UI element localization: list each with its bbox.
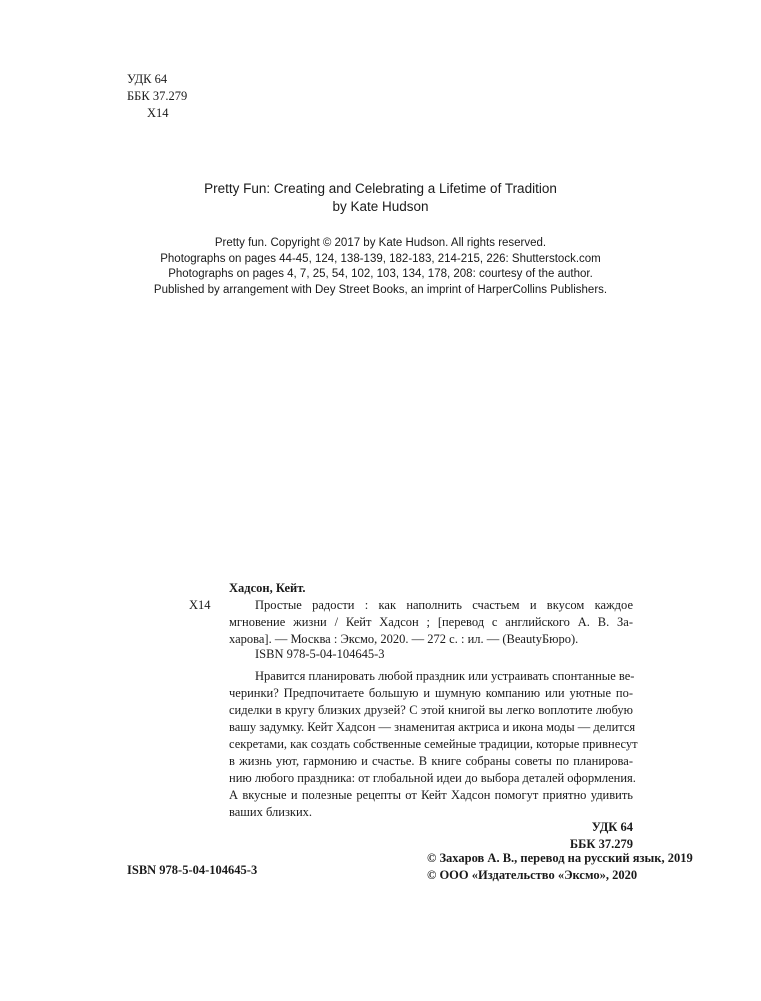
udk-code: УДК 64: [127, 72, 168, 86]
original-title-block: [0, 180, 761, 216]
footer-isbn: ISBN 978-5-04-104645-3: [127, 863, 258, 877]
catalog-heading: Хадсон, Кейт.: [229, 581, 306, 595]
copyright-line: Photographs on pages 4, 7, 25, 54, 102, 103, 134, 178, 208: courtesy of the author.: [168, 268, 593, 280]
annotation-line: сиделки в кругу близких друзей? С этой книгой вы легко воплотите любую: [229, 703, 633, 717]
annotation-line: Нравится планировать любой праздник или устраивать спонтанные ве-: [255, 669, 635, 683]
original-title: Pretty Fun: Creating and Celebrating a Lifetime of Tradition: [204, 181, 557, 196]
description-line: мгновение жизни / Кейт Хадсон ; [перевод с английского А. В. За-: [229, 615, 633, 629]
original-author: by Kate Hudson: [332, 199, 429, 214]
copyright-line: Photographs on pages 44-45, 124, 138-139, 182-183, 214-215, 226: Shutterstock.com: [160, 252, 601, 265]
copyright-line: Pretty fun. Copyright © 2017 by Kate Hudson. All rights reserved.: [214, 237, 547, 249]
author-mark: Х14: [147, 106, 169, 120]
footer-copyright-line: © Захаров А. В., перевод на русский язык, 2019: [427, 851, 693, 865]
description-line: Простые радости : как наполнить счастьем и вкусом каждое: [255, 598, 633, 612]
catalog-udk: УДК 64: [591, 820, 633, 834]
catalog-annotation: [229, 668, 638, 821]
catalog-isbn: ISBN 978-5-04-104645-3: [255, 647, 385, 661]
original-copyright-block: [0, 236, 761, 298]
annotation-line: в жизнь уют, гармонию и счастье. В книге собраны советы по планирова-: [229, 754, 633, 768]
annotation-line: ваших близких.: [229, 805, 313, 819]
annotation-line: вашу задумку. Кейт Хадсон — знаменитая актриса и икона моды — делится: [229, 720, 636, 734]
annotation-line: А вкусные и полезные рецепты от Кейт Хадсон помогут приятно удивить: [229, 788, 633, 802]
annotation-line: нию любого праздника: от глобальной идеи до выбора деталей оформления.: [229, 771, 636, 785]
annotation-line: черинки? Предпочитаете большую и шумную компанию или уютные по-: [229, 686, 633, 700]
description-line: харова]. — Москва : Эксмо, 2020. — 272 с. : ил. — (BeautyБюро).: [229, 632, 579, 646]
catalog-author-mark: Х14: [189, 598, 211, 612]
copyright-line: Published by arrangement with Dey Street Books, an imprint of HarperCollins Publishers.: [153, 283, 608, 296]
annotation-line: секретами, как создать собственные семейные традиции, которые привнесут: [229, 737, 638, 751]
top-classification: [127, 71, 187, 122]
catalog-bbk: ББК 37.279: [569, 837, 633, 851]
catalog-codes: [533, 819, 633, 853]
catalog-description: [229, 597, 633, 648]
footer-copyright-line: © ООО «Издательство «Эксмо», 2020: [427, 868, 638, 882]
bbk-code: ББК 37.279: [127, 89, 188, 103]
footer-copyright: [427, 850, 693, 884]
